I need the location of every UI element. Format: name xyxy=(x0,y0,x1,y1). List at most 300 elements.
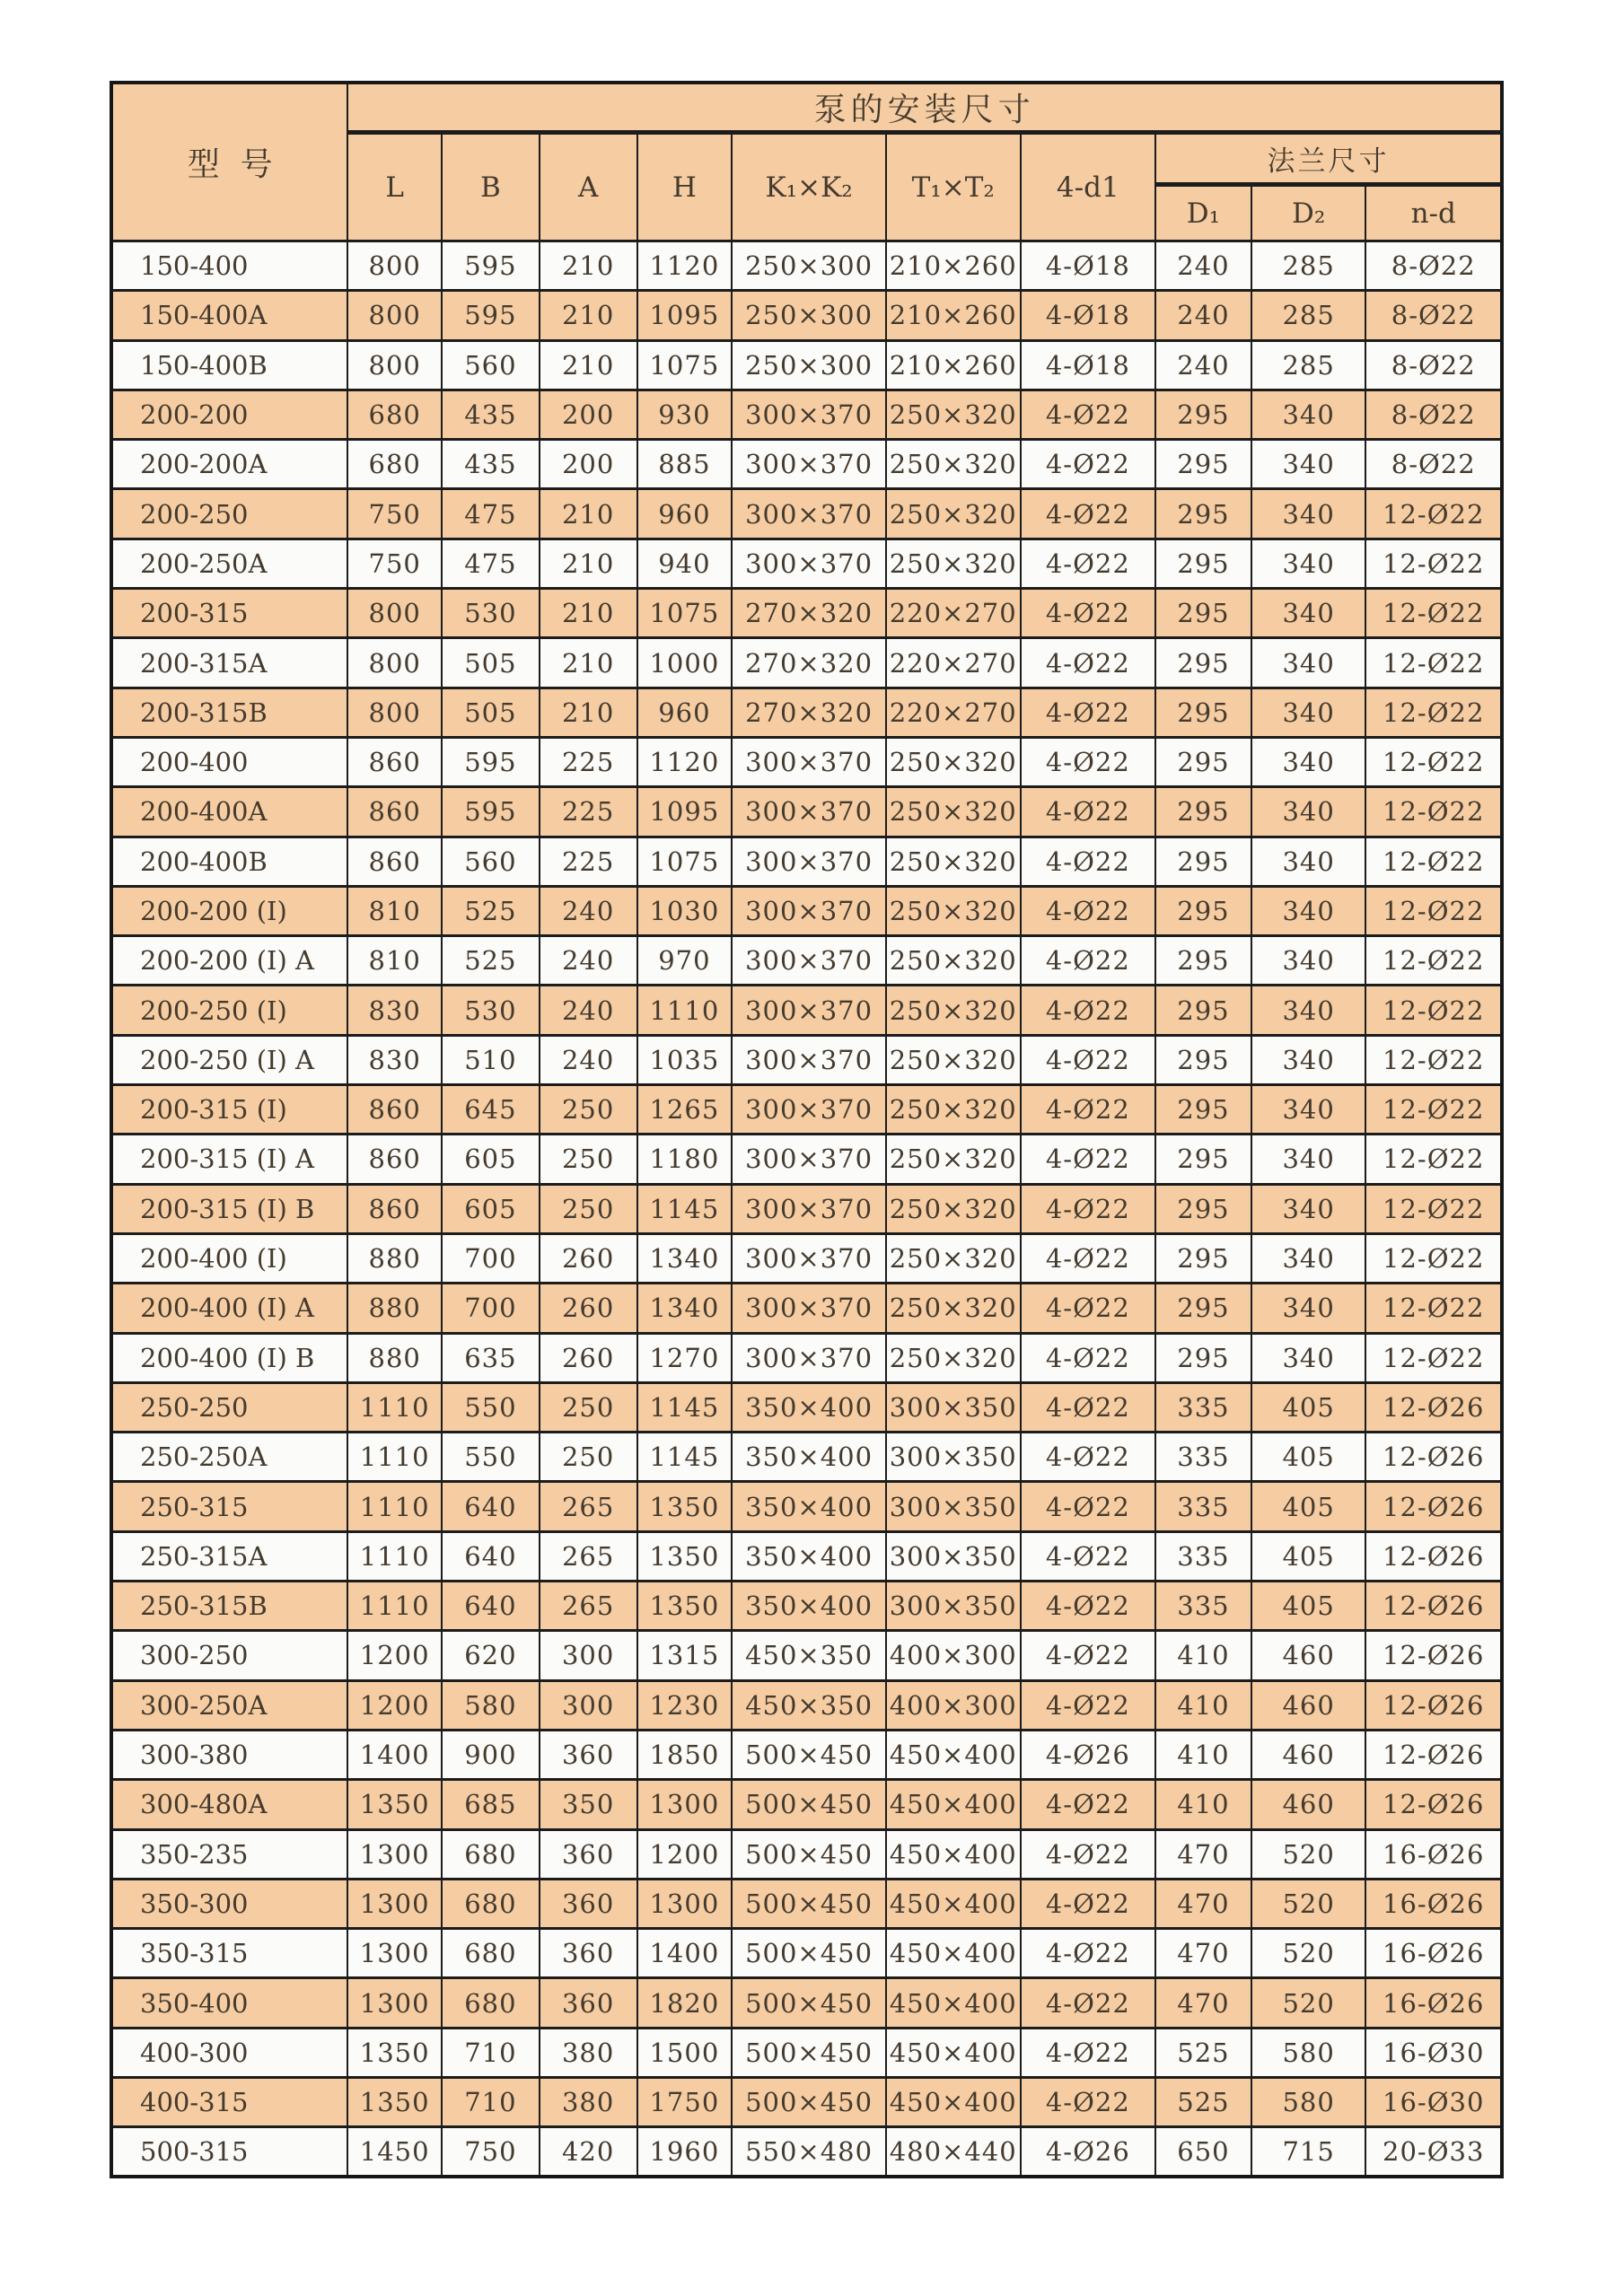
value-cell: 500×450 xyxy=(732,1829,886,1879)
value-cell: 470 xyxy=(1155,1879,1251,1928)
value-cell: 210 xyxy=(540,638,637,688)
pump-dimensions-table xyxy=(110,81,1504,2178)
value-cell: 300 xyxy=(540,1631,637,1680)
value-cell: 1350 xyxy=(637,1482,733,1531)
value-cell: 1200 xyxy=(347,1631,442,1680)
model-cell: 200-400 (I) A xyxy=(111,1284,347,1333)
value-cell: 410 xyxy=(1155,1730,1251,1779)
value-cell: 340 xyxy=(1251,737,1366,786)
value-cell: 8-Ø22 xyxy=(1365,241,1502,291)
value-cell: 450×400 xyxy=(886,1730,1021,1779)
value-cell: 1300 xyxy=(637,1780,733,1829)
value-cell: 12-Ø22 xyxy=(1365,837,1502,886)
value-cell: 1340 xyxy=(637,1284,733,1333)
table-row xyxy=(111,1978,1502,2028)
value-cell: 210 xyxy=(540,688,637,737)
value-cell: 295 xyxy=(1155,1233,1251,1283)
value-cell: 250×320 xyxy=(886,787,1021,837)
col-header-4-d1: 4-d1 xyxy=(1021,133,1156,241)
value-cell: 800 xyxy=(347,340,442,390)
value-cell: 250 xyxy=(540,1382,637,1432)
value-cell: 250 xyxy=(540,1433,637,1482)
value-cell: 4-Ø22 xyxy=(1021,2028,1156,2077)
value-cell: 360 xyxy=(540,1929,637,1978)
value-cell: 8-Ø22 xyxy=(1365,440,1502,489)
value-cell: 250×320 xyxy=(886,886,1021,935)
value-cell: 340 xyxy=(1251,688,1366,737)
value-cell: 250 xyxy=(540,1085,637,1135)
value-cell: 450×400 xyxy=(886,1879,1021,1928)
value-cell: 240 xyxy=(540,936,637,986)
value-cell: 210 xyxy=(540,291,637,340)
value-cell: 340 xyxy=(1251,986,1366,1035)
value-cell: 12-Ø22 xyxy=(1365,688,1502,737)
value-cell: 250×300 xyxy=(732,241,886,291)
value-cell: 435 xyxy=(442,440,540,489)
value-cell: 500×450 xyxy=(732,1780,886,1829)
value-cell: 225 xyxy=(540,737,637,786)
value-cell: 1400 xyxy=(347,1730,442,1779)
value-cell: 360 xyxy=(540,1879,637,1928)
value-cell: 295 xyxy=(1155,440,1251,489)
value-cell: 300×370 xyxy=(732,1085,886,1135)
table-row xyxy=(111,1780,1502,1829)
value-cell: 1035 xyxy=(637,1035,733,1084)
value-cell: 4-Ø18 xyxy=(1021,241,1156,291)
model-cell: 250-315B xyxy=(111,1582,347,1631)
table-row xyxy=(111,1730,1502,1779)
value-cell: 1110 xyxy=(347,1531,442,1581)
model-column-header: 型 号 xyxy=(111,83,347,241)
value-cell: 4-Ø22 xyxy=(1021,1829,1156,1879)
value-cell: 560 xyxy=(442,340,540,390)
value-cell: 1350 xyxy=(347,2028,442,2077)
value-cell: 450×400 xyxy=(886,1978,1021,2028)
value-cell: 530 xyxy=(442,589,540,638)
model-cell: 200-250A xyxy=(111,539,347,588)
value-cell: 830 xyxy=(347,986,442,1035)
value-cell: 715 xyxy=(1251,2127,1366,2177)
value-cell: 860 xyxy=(347,1184,442,1233)
value-cell: 595 xyxy=(442,241,540,291)
value-cell: 800 xyxy=(347,291,442,340)
value-cell: 475 xyxy=(442,489,540,539)
value-cell: 300×370 xyxy=(732,936,886,986)
value-cell: 1820 xyxy=(637,1978,733,2028)
value-cell: 710 xyxy=(442,2077,540,2126)
model-cell: 150-400 xyxy=(111,241,347,291)
value-cell: 295 xyxy=(1155,1035,1251,1084)
value-cell: 595 xyxy=(442,291,540,340)
col-header-n-d: n-d xyxy=(1365,185,1502,241)
value-cell: 4-Ø26 xyxy=(1021,2127,1156,2177)
value-cell: 12-Ø22 xyxy=(1365,1035,1502,1084)
table-row xyxy=(111,390,1502,439)
value-cell: 4-Ø22 xyxy=(1021,1333,1156,1382)
value-cell: 595 xyxy=(442,737,540,786)
table-row xyxy=(111,1433,1502,1482)
value-cell: 4-Ø22 xyxy=(1021,2077,1156,2126)
value-cell: 295 xyxy=(1155,390,1251,439)
value-cell: 285 xyxy=(1251,340,1366,390)
model-cell: 150-400B xyxy=(111,340,347,390)
value-cell: 1230 xyxy=(637,1680,733,1730)
value-cell: 350×400 xyxy=(732,1582,886,1631)
value-cell: 12-Ø22 xyxy=(1365,986,1502,1035)
value-cell: 12-Ø26 xyxy=(1365,1433,1502,1482)
table-row xyxy=(111,1879,1502,1928)
value-cell: 12-Ø22 xyxy=(1365,589,1502,638)
value-cell: 210 xyxy=(540,589,637,638)
value-cell: 250×320 xyxy=(886,1333,1021,1382)
model-cell: 400-300 xyxy=(111,2028,347,2077)
value-cell: 680 xyxy=(347,390,442,439)
value-cell: 1120 xyxy=(637,241,733,291)
value-cell: 295 xyxy=(1155,489,1251,539)
model-cell: 350-400 xyxy=(111,1978,347,2028)
value-cell: 640 xyxy=(442,1531,540,1581)
value-cell: 1300 xyxy=(637,1879,733,1928)
value-cell: 16-Ø30 xyxy=(1365,2028,1502,2077)
value-cell: 420 xyxy=(540,2127,637,2177)
table-row xyxy=(111,539,1502,588)
table-row xyxy=(111,489,1502,539)
value-cell: 300×370 xyxy=(732,390,886,439)
value-cell: 225 xyxy=(540,837,637,886)
value-cell: 4-Ø22 xyxy=(1021,1382,1156,1432)
value-cell: 335 xyxy=(1155,1531,1251,1581)
value-cell: 1315 xyxy=(637,1631,733,1680)
value-cell: 250 xyxy=(540,1184,637,1233)
value-cell: 525 xyxy=(1155,2077,1251,2126)
value-cell: 240 xyxy=(1155,241,1251,291)
value-cell: 240 xyxy=(1155,340,1251,390)
value-cell: 450×350 xyxy=(732,1680,886,1730)
value-cell: 505 xyxy=(442,638,540,688)
value-cell: 860 xyxy=(347,1135,442,1184)
value-cell: 295 xyxy=(1155,589,1251,638)
value-cell: 220×270 xyxy=(886,638,1021,688)
value-cell: 800 xyxy=(347,241,442,291)
model-cell: 200-315 (I) A xyxy=(111,1135,347,1184)
value-cell: 750 xyxy=(442,2127,540,2177)
value-cell: 680 xyxy=(442,1929,540,1978)
value-cell: 940 xyxy=(637,539,733,588)
value-cell: 4-Ø22 xyxy=(1021,1929,1156,1978)
model-cell: 250-250A xyxy=(111,1433,347,1482)
value-cell: 335 xyxy=(1155,1582,1251,1631)
value-cell: 4-Ø22 xyxy=(1021,440,1156,489)
value-cell: 12-Ø22 xyxy=(1365,737,1502,786)
value-cell: 225 xyxy=(540,787,637,837)
install-dimensions-group-header: 泵的安装尺寸 xyxy=(347,83,1502,133)
value-cell: 300×370 xyxy=(732,1333,886,1382)
value-cell: 1075 xyxy=(637,589,733,638)
value-cell: 4-Ø22 xyxy=(1021,936,1156,986)
value-cell: 16-Ø26 xyxy=(1365,1829,1502,1879)
value-cell: 16-Ø26 xyxy=(1365,1879,1502,1928)
value-cell: 340 xyxy=(1251,539,1366,588)
value-cell: 265 xyxy=(540,1482,637,1531)
value-cell: 360 xyxy=(540,1978,637,2028)
model-cell: 200-200 (I) A xyxy=(111,936,347,986)
value-cell: 810 xyxy=(347,886,442,935)
model-cell: 150-400A xyxy=(111,291,347,340)
value-cell: 295 xyxy=(1155,1135,1251,1184)
model-cell: 350-300 xyxy=(111,1879,347,1928)
col-header-H: H xyxy=(637,133,733,241)
table-row xyxy=(111,688,1502,737)
value-cell: 520 xyxy=(1251,1879,1366,1928)
table-row xyxy=(111,1582,1502,1631)
value-cell: 4-Ø22 xyxy=(1021,539,1156,588)
value-cell: 12-Ø26 xyxy=(1365,1382,1502,1432)
value-cell: 450×400 xyxy=(886,1829,1021,1879)
value-cell: 550×480 xyxy=(732,2127,886,2177)
table-row xyxy=(111,1680,1502,1730)
model-cell: 200-250 (I) A xyxy=(111,1035,347,1084)
table-row xyxy=(111,1929,1502,1978)
value-cell: 295 xyxy=(1155,936,1251,986)
table-row xyxy=(111,886,1502,935)
value-cell: 1350 xyxy=(347,1780,442,1829)
value-cell: 685 xyxy=(442,1780,540,1829)
value-cell: 300×370 xyxy=(732,1233,886,1283)
value-cell: 1145 xyxy=(637,1433,733,1482)
value-cell: 460 xyxy=(1251,1780,1366,1829)
value-cell: 270×320 xyxy=(732,688,886,737)
value-cell: 4-Ø22 xyxy=(1021,1233,1156,1283)
value-cell: 1000 xyxy=(637,638,733,688)
value-cell: 1110 xyxy=(347,1482,442,1531)
value-cell: 200 xyxy=(540,390,637,439)
value-cell: 295 xyxy=(1155,638,1251,688)
value-cell: 250×320 xyxy=(886,1233,1021,1283)
value-cell: 450×400 xyxy=(886,2028,1021,2077)
value-cell: 340 xyxy=(1251,837,1366,886)
model-cell: 200-400A xyxy=(111,787,347,837)
value-cell: 1400 xyxy=(637,1929,733,1978)
value-cell: 710 xyxy=(442,2028,540,2077)
value-cell: 4-Ø22 xyxy=(1021,1035,1156,1084)
value-cell: 640 xyxy=(442,1582,540,1631)
value-cell: 605 xyxy=(442,1135,540,1184)
value-cell: 350 xyxy=(540,1780,637,1829)
value-cell: 210 xyxy=(540,241,637,291)
value-cell: 300×370 xyxy=(732,986,886,1035)
col-header-B: B xyxy=(442,133,540,241)
value-cell: 300×370 xyxy=(732,1135,886,1184)
value-cell: 295 xyxy=(1155,1184,1251,1233)
value-cell: 500×450 xyxy=(732,1978,886,2028)
value-cell: 295 xyxy=(1155,1333,1251,1382)
value-cell: 880 xyxy=(347,1233,442,1283)
value-cell: 250×300 xyxy=(732,291,886,340)
value-cell: 340 xyxy=(1251,1135,1366,1184)
value-cell: 295 xyxy=(1155,837,1251,886)
value-cell: 340 xyxy=(1251,1184,1366,1233)
table-row xyxy=(111,986,1502,1035)
value-cell: 1180 xyxy=(637,1135,733,1184)
value-cell: 12-Ø22 xyxy=(1365,489,1502,539)
value-cell: 380 xyxy=(540,2077,637,2126)
value-cell: 930 xyxy=(637,390,733,439)
value-cell: 460 xyxy=(1251,1631,1366,1680)
value-cell: 470 xyxy=(1155,1978,1251,2028)
table-row xyxy=(111,2028,1502,2077)
table-row xyxy=(111,1531,1502,1581)
model-cell: 200-315 (I) xyxy=(111,1085,347,1135)
value-cell: 12-Ø26 xyxy=(1365,1582,1502,1631)
value-cell: 885 xyxy=(637,440,733,489)
value-cell: 470 xyxy=(1155,1829,1251,1879)
value-cell: 300×370 xyxy=(732,489,886,539)
value-cell: 340 xyxy=(1251,1085,1366,1135)
model-cell: 200-250 xyxy=(111,489,347,539)
value-cell: 12-Ø26 xyxy=(1365,1680,1502,1730)
value-cell: 800 xyxy=(347,688,442,737)
value-cell: 285 xyxy=(1251,291,1366,340)
value-cell: 12-Ø22 xyxy=(1365,1333,1502,1382)
value-cell: 405 xyxy=(1251,1433,1366,1482)
value-cell: 12-Ø26 xyxy=(1365,1780,1502,1829)
value-cell: 450×400 xyxy=(886,1780,1021,1829)
value-cell: 300×370 xyxy=(732,539,886,588)
value-cell: 250 xyxy=(540,1135,637,1184)
value-cell: 1960 xyxy=(637,2127,733,2177)
header-row-groups xyxy=(111,83,1502,133)
value-cell: 700 xyxy=(442,1233,540,1283)
value-cell: 860 xyxy=(347,737,442,786)
value-cell: 830 xyxy=(347,1035,442,1084)
value-cell: 860 xyxy=(347,837,442,886)
value-cell: 700 xyxy=(442,1284,540,1333)
table-row xyxy=(111,1382,1502,1432)
value-cell: 12-Ø22 xyxy=(1365,638,1502,688)
value-cell: 240 xyxy=(540,986,637,1035)
value-cell: 8-Ø22 xyxy=(1365,340,1502,390)
value-cell: 4-Ø22 xyxy=(1021,638,1156,688)
value-cell: 4-Ø22 xyxy=(1021,1482,1156,1531)
model-cell: 300-250 xyxy=(111,1631,347,1680)
col-header-D2: D₂ xyxy=(1251,185,1366,241)
value-cell: 1340 xyxy=(637,1233,733,1283)
value-cell: 210 xyxy=(540,539,637,588)
value-cell: 380 xyxy=(540,2028,637,2077)
value-cell: 435 xyxy=(442,390,540,439)
value-cell: 300×370 xyxy=(732,737,886,786)
value-cell: 460 xyxy=(1251,1730,1366,1779)
value-cell: 250×300 xyxy=(732,340,886,390)
value-cell: 265 xyxy=(540,1582,637,1631)
model-cell: 200-200 (I) xyxy=(111,886,347,935)
value-cell: 300×350 xyxy=(886,1382,1021,1432)
value-cell: 16-Ø26 xyxy=(1365,1929,1502,1978)
value-cell: 525 xyxy=(1155,2028,1251,2077)
value-cell: 860 xyxy=(347,1085,442,1135)
table-row xyxy=(111,2127,1502,2177)
value-cell: 505 xyxy=(442,688,540,737)
value-cell: 250×320 xyxy=(886,986,1021,1035)
value-cell: 250×320 xyxy=(886,1184,1021,1233)
table-body xyxy=(111,241,1502,2178)
value-cell: 240 xyxy=(1155,291,1251,340)
model-cell: 300-480A xyxy=(111,1780,347,1829)
value-cell: 4-Ø22 xyxy=(1021,1085,1156,1135)
value-cell: 4-Ø22 xyxy=(1021,489,1156,539)
value-cell: 4-Ø22 xyxy=(1021,737,1156,786)
value-cell: 400×300 xyxy=(886,1680,1021,1730)
value-cell: 12-Ø22 xyxy=(1365,1233,1502,1283)
value-cell: 645 xyxy=(442,1085,540,1135)
value-cell: 4-Ø22 xyxy=(1021,1433,1156,1482)
value-cell: 1450 xyxy=(347,2127,442,2177)
value-cell: 1075 xyxy=(637,837,733,886)
model-cell: 200-400B xyxy=(111,837,347,886)
value-cell: 880 xyxy=(347,1333,442,1382)
value-cell: 4-Ø22 xyxy=(1021,390,1156,439)
value-cell: 210×260 xyxy=(886,291,1021,340)
model-cell: 350-235 xyxy=(111,1829,347,1879)
value-cell: 520 xyxy=(1251,1978,1366,2028)
value-cell: 1145 xyxy=(637,1184,733,1233)
value-cell: 12-Ø22 xyxy=(1365,539,1502,588)
value-cell: 500×450 xyxy=(732,1879,886,1928)
value-cell: 335 xyxy=(1155,1433,1251,1482)
value-cell: 240 xyxy=(540,886,637,935)
value-cell: 210 xyxy=(540,489,637,539)
value-cell: 410 xyxy=(1155,1780,1251,1829)
value-cell: 4-Ø22 xyxy=(1021,1631,1156,1680)
table-row xyxy=(111,837,1502,886)
model-cell: 300-380 xyxy=(111,1730,347,1779)
value-cell: 340 xyxy=(1251,886,1366,935)
value-cell: 405 xyxy=(1251,1482,1366,1531)
value-cell: 250×320 xyxy=(886,1035,1021,1084)
value-cell: 300×350 xyxy=(886,1482,1021,1531)
model-cell: 500-315 xyxy=(111,2127,347,2177)
value-cell: 560 xyxy=(442,837,540,886)
value-cell: 750 xyxy=(347,539,442,588)
value-cell: 680 xyxy=(442,1978,540,2028)
value-cell: 605 xyxy=(442,1184,540,1233)
value-cell: 250×320 xyxy=(886,1284,1021,1333)
value-cell: 4-Ø22 xyxy=(1021,589,1156,638)
value-cell: 16-Ø26 xyxy=(1365,1978,1502,2028)
model-cell: 200-315B xyxy=(111,688,347,737)
value-cell: 300×350 xyxy=(886,1531,1021,1581)
value-cell: 620 xyxy=(442,1631,540,1680)
value-cell: 1350 xyxy=(347,2077,442,2126)
value-cell: 1265 xyxy=(637,1085,733,1135)
value-cell: 1200 xyxy=(637,1829,733,1879)
table-row xyxy=(111,1184,1502,1233)
table-row xyxy=(111,241,1502,291)
value-cell: 285 xyxy=(1251,241,1366,291)
value-cell: 295 xyxy=(1155,1284,1251,1333)
value-cell: 220×270 xyxy=(886,688,1021,737)
table-row xyxy=(111,440,1502,489)
value-cell: 250×320 xyxy=(886,837,1021,886)
col-header-K1xK2: K₁×K₂ xyxy=(732,133,886,241)
table-row xyxy=(111,1333,1502,1382)
value-cell: 250×320 xyxy=(886,1085,1021,1135)
table-row xyxy=(111,2077,1502,2126)
value-cell: 240 xyxy=(540,1035,637,1084)
value-cell: 4-Ø22 xyxy=(1021,1978,1156,2028)
value-cell: 680 xyxy=(442,1879,540,1928)
col-header-A: A xyxy=(540,133,637,241)
